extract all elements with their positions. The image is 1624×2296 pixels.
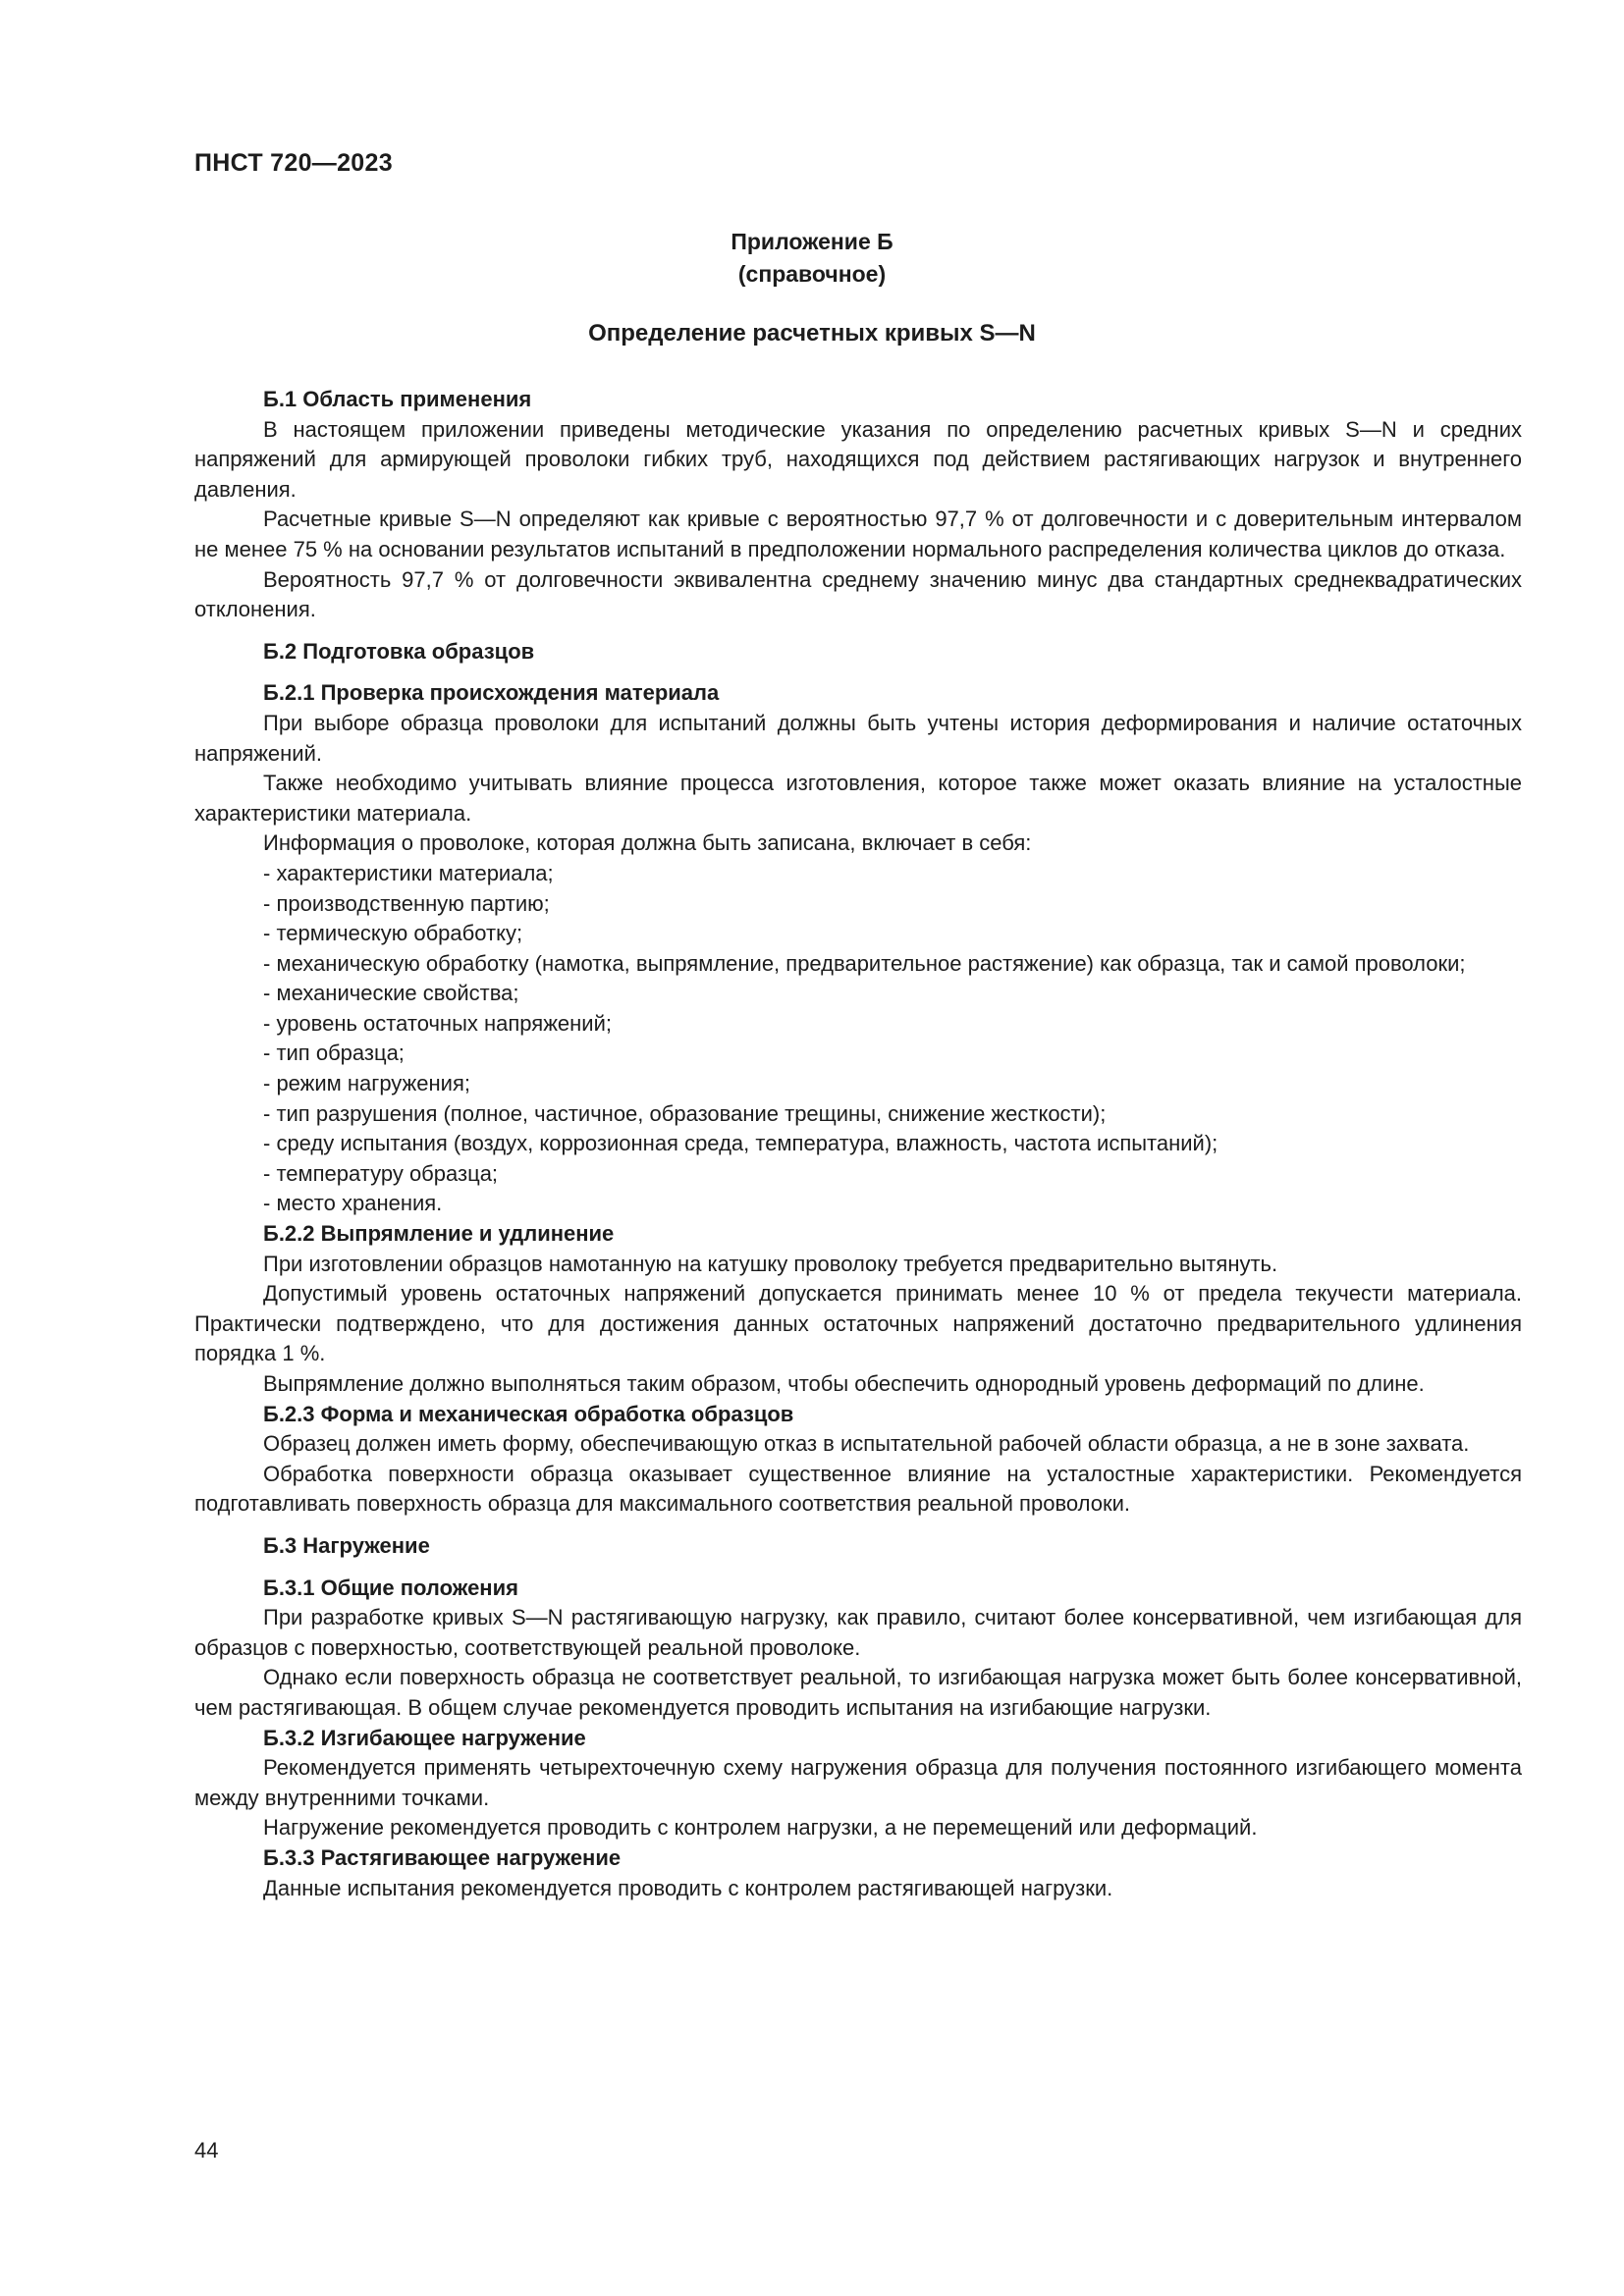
paragraph: Информация о проволоке, которая должна быть записана, включает в себя: <box>263 830 1032 856</box>
annex-subtitle: (справочное) <box>737 261 887 287</box>
paragraph: Вероятность 97,7 % от долговечности эквивалентна среднему значению минус два стандартных среднеквадратических отклонения. <box>194 566 1522 622</box>
paragraph: Расчетные кривые S—N определяют как кривые с вероятностью 97,7 % от долговечности и с доверительным интервалом не менее 75 % на основании результатов испытаний в предположении нормального распределения количества циклов до отказа. <box>194 507 1522 561</box>
annex-heading <box>0 226 1624 291</box>
list-item: - механические свойства; <box>263 981 519 1006</box>
page-number: 44 <box>194 2138 219 2163</box>
paragraph: Допустимый уровень остаточных напряжений допускается принимать менее 10 % от предела текучести материала. Практически подтверждено, что для достижения данных остаточных напряжений достаточно предварительного удлинения порядка 1 %. <box>194 1281 1522 1366</box>
paragraph: В настоящем приложении приведены методические указания по определению расчетных кривых S—N и средних напряжений для армирующей проволоки гибких труб, находящихся под действием растягивающих нагрузок и внутреннего давления. <box>194 416 1522 502</box>
page-title: Определение расчетных кривых S—N <box>588 320 1036 347</box>
paragraph: Образец должен иметь форму, обеспечивающую отказ в испытательной рабочей области образца, а не в зоне захвата. <box>263 1431 1470 1457</box>
list-item: - место хранения. <box>263 1191 443 1216</box>
paragraph: Также необходимо учитывать влияние процесса изготовления, которое также может оказать влияние на усталостные характеристики материала. <box>194 771 1522 826</box>
paragraph: Данные испытания рекомендуется проводить с контролем растягивающей нагрузки. <box>263 1875 1113 1900</box>
list-item: - среду испытания (воздух, коррозионная среда, температура, влажность, частота испытаний); <box>263 1131 1218 1156</box>
list-item: - тип образца; <box>263 1041 405 1066</box>
subsection-heading-b23: Б.2.3 Форма и механическая обработка образцов <box>263 1401 794 1426</box>
list-item: - производственную партию; <box>263 890 550 916</box>
list-item: - режим нагружения; <box>263 1071 470 1096</box>
section-heading-b1: Б.1 Область применения <box>263 387 532 411</box>
list-item: - характеристики материала; <box>263 860 554 885</box>
subsection-heading-b22: Б.2.2 Выпрямление и удлинение <box>263 1221 615 1247</box>
subsection-heading-b33: Б.3.3 Растягивающее нагружение <box>263 1844 622 1870</box>
material-info-list <box>194 859 1522 1219</box>
paragraph: При выборе образца проволоки для испытаний должны быть учтены история деформирования и наличие остаточных напряжений. <box>194 710 1522 766</box>
list-item: - уровень остаточных напряжений; <box>263 1010 612 1036</box>
section-heading-b2: Б.2 Подготовка образцов <box>263 638 535 664</box>
paragraph: Обработка поверхности образца оказывает существенное влияние на усталостные характеристики. Рекомендуется подготавливать поверхность образца для максимального соответствия реальной проволоки. <box>194 1461 1522 1517</box>
paragraph: Однако если поверхность образца не соответствует реальной, то изгибающая нагрузка может быть более консервативной, чем растягивающая. В общем случае рекомендуется проводить испытания на изгибающие нагрузки. <box>194 1665 1522 1720</box>
list-item: - термическую обработку; <box>263 921 523 946</box>
list-item: - температуру образца; <box>263 1160 499 1186</box>
list-item: - тип разрушения (полное, частичное, образование трещины, снижение жесткости); <box>263 1100 1107 1126</box>
document-code: ПНСТ 720—2023 <box>194 149 393 177</box>
subsection-heading-b31: Б.3.1 Общие положения <box>263 1575 518 1600</box>
paragraph: Выпрямление должно выполняться таким образом, чтобы обеспечить однородный уровень деформаций по длине. <box>263 1371 1425 1396</box>
list-item: - механическую обработку (намотка, выпрямление, предварительное растяжение) как образца, так и самой проволоки; <box>263 950 1466 976</box>
subsection-heading-b32: Б.3.2 Изгибающее нагружение <box>263 1725 586 1750</box>
paragraph: Рекомендуется применять четырехточечную схему нагружения образца для получения постоянного изгибающего момента между внутренними точками. <box>194 1755 1522 1810</box>
paragraph: При разработке кривых S—N растягивающую нагрузку, как правило, считают более консервативной, чем изгибающая для образцов с поверхностью, соответствующей реальной проволоке. <box>194 1605 1522 1660</box>
paragraph: При изготовлении образцов намотанную на катушку проволоку требуется предварительно вытянуть. <box>263 1251 1278 1276</box>
subsection-heading-b21: Б.2.1 Проверка происхождения материала <box>263 680 720 706</box>
paragraph: Нагружение рекомендуется проводить с контролем нагрузки, а не перемещений или деформаций. <box>263 1815 1258 1841</box>
annex-title: Приложение Б <box>731 229 893 254</box>
section-heading-b3: Б.3 Нагружение <box>263 1532 430 1558</box>
document-body <box>194 385 1522 1903</box>
